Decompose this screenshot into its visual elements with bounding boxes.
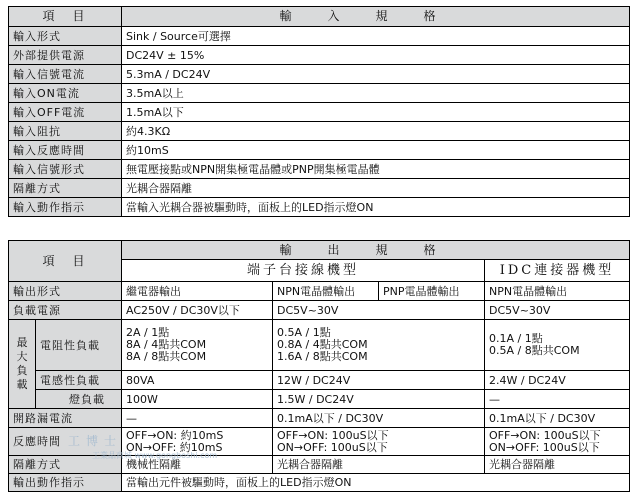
max-load-label [9,320,36,409]
lamp-load-label: 燈負載 [36,390,122,409]
input-row-value: 5.3mA / DC24V [122,65,630,84]
idc-resistive-cell: 0.1A / 1點 0.5A / 8點共COM [485,320,630,371]
output-header-item: 項 目 [9,241,122,282]
tr-power-cell: DC5V~30V [273,301,485,320]
idc-leakage-cell: 0.1mA以下 / DC30V [485,409,630,428]
input-header-item: 項 目 [9,7,122,27]
input-row-label: 外部提供電源 [9,46,122,65]
relay-leakage-cell: — [122,409,273,428]
input-row-label: 輸入反應時間 [9,141,122,160]
input-row-value: 約4.3KΩ [122,122,630,141]
tr-isolation-cell: 光耦合器隔離 [273,456,485,474]
input-row-label: 輸入信號形式 [9,160,122,179]
terminal-model-header: 端子台接線機型 [122,260,485,282]
output-indicator-value: 當輸出元件被驅動時，面板上的LED指示燈ON [122,474,630,492]
tr-response-cell: OFF→ON: 100uS以下 ON→OFF: 100uS以下 [273,428,485,456]
input-row-label: 輸入ON電流 [9,84,122,103]
input-row-value: 1.5mA以下 [122,103,630,122]
isolation-label: 隔離方式 [9,456,122,474]
input-row-label: 輸入信號電流 [9,65,122,84]
relay-isolation-cell: 機械性隔離 [122,456,273,474]
idc-response-cell: OFF→ON: 100uS以下 ON→OFF: 100uS以下 [485,428,630,456]
output-indicator-label: 輸出動作指示 [9,474,122,492]
response-time-label: 反應時間 [9,428,122,456]
output-spec-table [8,240,630,492]
max-load-text: 最大負載 [16,336,28,391]
idc-lamp-cell: — [485,390,630,409]
idc-model-header: IDC連接器機型 [485,260,630,282]
idc-power-cell: DC5V~30V [485,301,630,320]
tr-lamp-cell: 1.5W / DC24V [273,390,485,409]
relay-inductive-cell: 80VA [122,371,273,390]
load-power-label: 負載電源 [9,301,122,320]
input-header-spec: 輸入規格 [122,7,630,27]
input-row-value: Sink / Source可選擇 [122,27,630,46]
input-row-label: 隔離方式 [9,179,122,198]
input-row-value: DC24V ± 15% [122,46,630,65]
watermark-logo-text: 工博士 [68,434,123,448]
idc-inductive-cell: 2.4W / DC24V [485,371,630,390]
output-header-spec: 輸出規格 [122,241,630,260]
tr-leakage-cell: 0.1mA以下 / DC30V [273,409,485,428]
npn-output-cell: NPN電晶體輸出 [273,282,379,301]
input-row-label: 輸入阻抗 [9,122,122,141]
relay-resistive-cell: 2A / 1點 8A / 4點共COM 8A / 8點共COM [122,320,273,371]
tr-inductive-cell: 12W / DC24V [273,371,485,390]
input-row-value: 約10mS [122,141,630,160]
relay-lamp-cell: 100W [122,390,273,409]
input-row-value: 3.5mA以上 [122,84,630,103]
relay-output-cell: 繼電器輸出 [122,282,273,301]
watermark-site-text: 工業品商城 www.gongboshi.com [92,451,218,460]
input-row-label: 輸入形式 [9,27,122,46]
relay-response-cell: OFF→ON: 約10mS ON→OFF: 約10mS [122,428,273,456]
inductive-load-label: 電感性負載 [36,371,122,390]
input-row-label: 輸入動作指示 [9,198,122,217]
input-row-value: 光耦合器隔離 [122,179,630,198]
input-row-label: 輸入OFF電流 [9,103,122,122]
tr-resistive-cell: 0.5A / 1點 0.8A / 4點共COM 1.6A / 8點共COM [273,320,485,371]
input-row-value: 當輸入光耦合器被驅動時，面板上的LED指示燈ON [122,198,630,217]
input-spec-table [8,6,630,217]
input-row-value: 無電壓接點或NPN開集極電晶體或PNP開集極電晶體 [122,160,630,179]
resistive-load-label: 電阻性負載 [36,320,122,371]
idc-isolation-cell: 光耦合器隔離 [485,456,630,474]
relay-power-cell: AC250V / DC30V以下 [122,301,273,320]
leakage-label: 開路漏電流 [9,409,122,428]
output-form-label: 輸出形式 [9,282,122,301]
pnp-output-cell: PNP電晶體輸出 [379,282,485,301]
idc-output-cell: NPN電晶體輸出 [485,282,630,301]
